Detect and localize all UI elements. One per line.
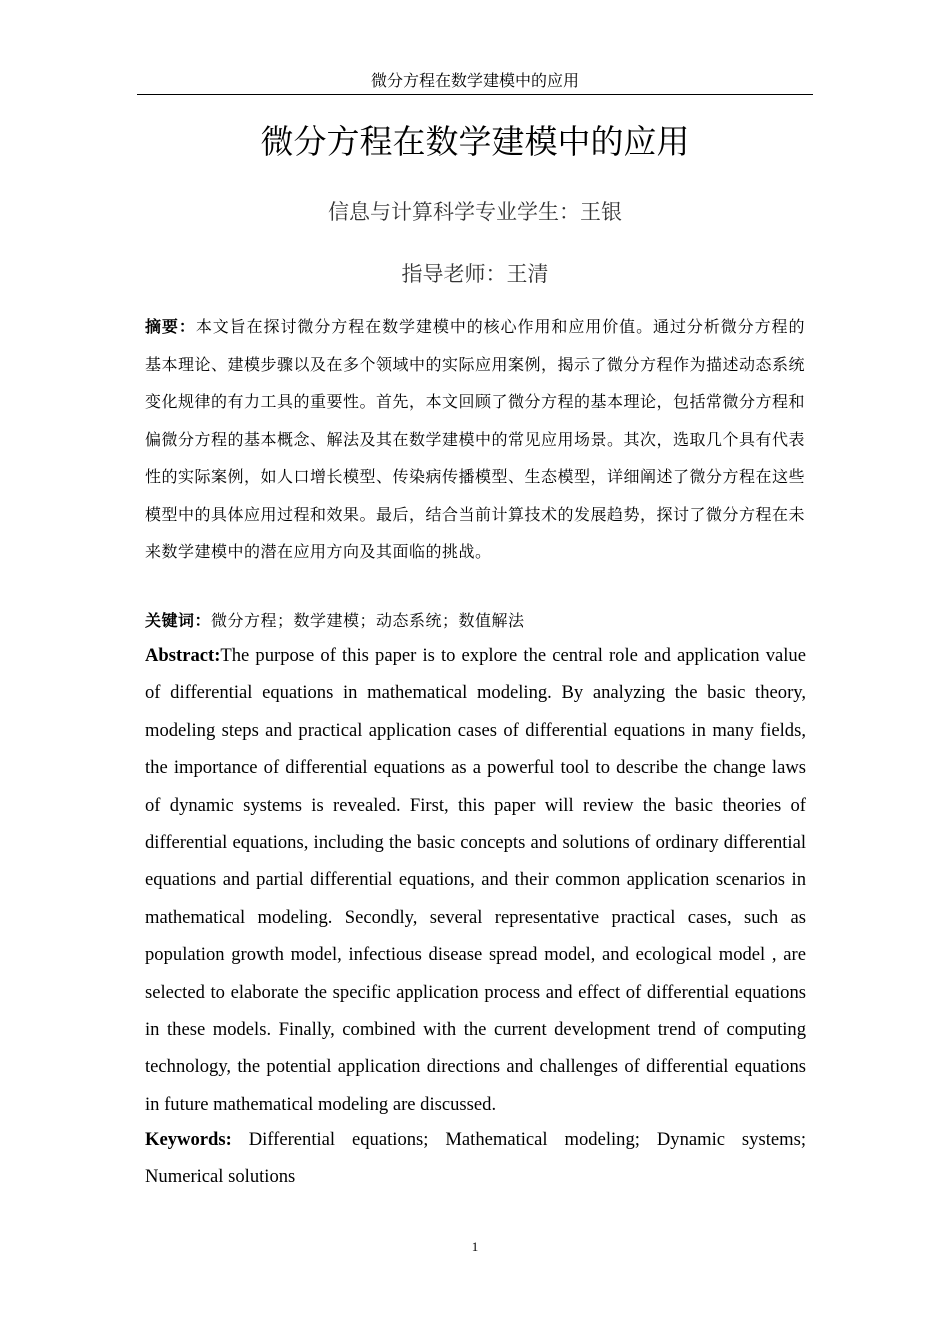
abstract-cn-label: 摘要：	[145, 317, 196, 336]
keywords-en-text: Differential equations; Mathematical modeling; Dynamic systems; Numerical solutions	[145, 1129, 806, 1187]
advisor-line: 指导老师：王清	[401, 262, 549, 286]
abstract-en-label: Abstract:	[145, 645, 221, 666]
paper-title: 微分方程在数学建模中的应用	[260, 122, 690, 161]
abstract-en	[145, 637, 806, 1123]
abstract-en-text: The purpose of this paper is to explore the central role and application value of differential equations in mathematical modeling. By analyzing the basic theory, modeling steps and practical application cases of differential equations in many fields, the importance of differential equations as a powerful tool to describe the change laws of dynamic systems is revealed. First, this paper will review the basic theories of differential equations, including the basic concepts and solutions of ordinary differential equations and partial differential equations, and their common application scenarios in mathematical modeling. Secondly, several representative practical cases, such as population growth model, infectious disease spread model, and ecological model , are selected to elaborate the specific application process and effect of differential equations in these models. Finally, combined with the current development trend of computing technology, the potential application directions and challenges of differential equations in future mathematical modeling are discussed.	[145, 645, 806, 1115]
keywords-en	[145, 1121, 806, 1195]
keywords-cn-label: 关键词：	[145, 611, 212, 630]
author-line: 信息与计算科学专业学生：王银	[328, 200, 622, 224]
keywords-en-label: Keywords:	[145, 1129, 232, 1150]
abstract-cn	[145, 308, 805, 571]
page-number: 1	[471, 1239, 479, 1254]
keywords-cn	[145, 604, 805, 638]
keywords-cn-text: 微分方程；数学建模；动态系统；数值解法	[211, 611, 525, 630]
abstract-cn-text: 本文旨在探讨微分方程在数学建模中的核心作用和应用价值。通过分析微分方程的基本理论、建模步骤以及在多个领域中的实际应用案例，揭示了微分方程作为描述动态系统变化规律的有力工具的重要性。首先，本文回顾了微分方程的基本理论，包括常微分方程和偏微分方程的基本概念、解法及其在数学建模中的常见应用场景。其次，选取几个具有代表性的实际案例，如人口增长模型、传染病传播模型、生态模型，详细阐述了微分方程在这些模型中的具体应用过程和效果。最后，结合当前计算技术的发展趋势，探讨了微分方程在未来数学建模中的潜在应用方向及其面临的挑战。	[145, 317, 806, 561]
running-header: 微分方程在数学建模中的应用	[137, 70, 813, 95]
